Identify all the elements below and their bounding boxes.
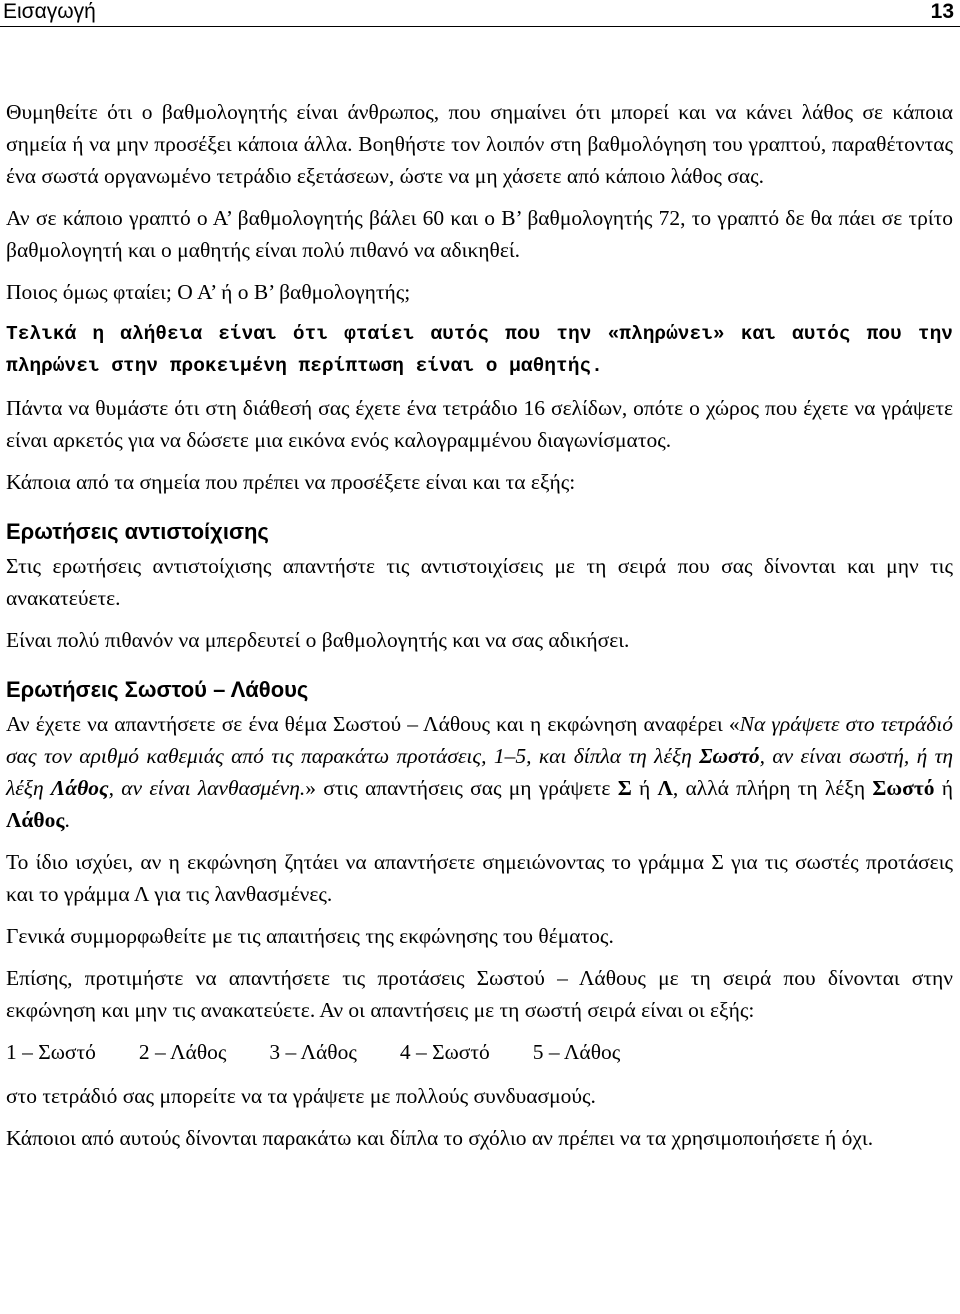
heading-true-false-questions: Ερωτήσεις Σωστού – Λάθους [6, 677, 309, 702]
answer-item: 2 – Λάθος [138, 1040, 227, 1064]
answer-list [6, 1036, 953, 1068]
paragraph-notebook: Πάντα να θυμάστε ότι στη διάθεσή σας έχετε ένα τετράδιο 16 σελίδων, οπότε ο χώρος που έχετε να γράψετε είναι αρκετός για να δώσετε μια εικόνα ενός καλογραμμένου διαγωνίσματος. [6, 396, 953, 452]
paragraph-combinations: στο τετράδιό σας μπορείτε να τα γράψετε με πολλούς συνδυασμούς. [6, 1084, 596, 1108]
running-header [0, 0, 960, 27]
paragraph-question: Ποιος όμως φταίει; Ο Α’ ή ο Β’ βαθμολογητής; [6, 280, 411, 304]
paragraph-matching-instructions: Στις ερωτήσεις αντιστοίχισης απαντήστε τις αντιστοιχίσεις με τη σειρά που σας δίνονται και μην τις ανακατεύετε. [6, 554, 953, 610]
paragraph-grader-example: Αν σε κάποιο γραπτό ο Α’ βαθμολογητής βάλει 60 και ο Β’ βαθμολογητής 72, το γραπτό δε θα πάει σε τρίτο βαθμολογητή και ο μαθητής είναι πολύ πιθανό να αδικηθεί. [6, 206, 953, 262]
paragraph-points-intro: Κάποια από τα σημεία που πρέπει να προσέξετε είναι και τα εξής: [6, 470, 576, 494]
paragraph-order: Επίσης, προτιμήστε να απαντήσετε τις προτάσεις Σωστού – Λάθους με τη σειρά που δίνονται στην εκφώνηση και μην τις ανακατεύετε. Αν οι απαντήσεις με τη σωστή σειρά είναι οι εξής: [6, 966, 953, 1022]
paragraph-matching-warning: Είναι πολύ πιθανόν να μπερδευτεί ο βαθμολογητής και να σας αδικήσει. [6, 628, 630, 652]
heading-matching-questions: Ερωτήσεις αντιστοίχισης [6, 519, 269, 544]
page-body [6, 96, 953, 1164]
paragraph-letter-rule: Το ίδιο ισχύει, αν η εκφώνηση ζητάει να απαντήσετε σημειώνοντας το γράμμα Σ για τις σωστές προτάσεις και το γράμμα Λ για τις λανθασμένες. [6, 850, 953, 906]
answer-item: 4 – Σωστό [399, 1040, 490, 1064]
paragraph-emphasis: Τελικά η αλήθεια είναι ότι φταίει αυτός που την «πληρώνει» και αυτός που την πληρώνει στην προκειμένη περίπτωση είναι ο μαθητής. [6, 323, 953, 377]
answer-item: 1 – Σωστό [6, 1040, 96, 1064]
paragraph-examples-intro: Κάποιοι από αυτούς δίνονται παρακάτω και δίπλα το σχόλιο αν πρέπει να τα χρησιμοποιήσετε ή όχι. [6, 1126, 874, 1150]
paragraph-grader-human: Θυμηθείτε ότι ο βαθμολογητής είναι άνθρωπος, που σημαίνει ότι μπορεί και να κάνει λάθος σε κάποια σημεία ή να μην προσέξει κάποια άλλα. Βοηθήστε τον λοιπόν στη βαθμολόγηση του γραπτού, παραθέτοντας ένα σωστά οργανωμένο τετράδιο εξετάσεων, ώστε να μη χάσετε από κάποιο λάθος σας. [6, 100, 953, 188]
answer-item: 3 – Λάθος [269, 1040, 357, 1064]
paragraph-true-false-instructions: Αν έχετε να απαντήσετε σε ένα θέμα Σωστού – Λάθους και η εκφώνηση αναφέρει «Να γράψετε στο τετράδιό σας τον αριθμό καθεμιάς από τις παρακάτω προτάσεις, 1–5, και δίπλα τη λέξη Σωστό, αν είναι σωστή, ή τη λέξη Λάθος, αν είναι λανθασμένη.» στις απαντήσεις σας μη γράψετε Σ ή Λ, αλλά πλήρη τη λέξη Σωστό ή Λάθος. [6, 712, 953, 832]
section-title: Εισαγωγή [3, 0, 96, 23]
page-number: 13 [930, 0, 954, 23]
answer-item: 5 – Λάθος [532, 1040, 621, 1064]
paragraph-comply: Γενικά συμμορφωθείτε με τις απαιτήσεις της εκφώνησης του θέματος. [6, 924, 614, 948]
